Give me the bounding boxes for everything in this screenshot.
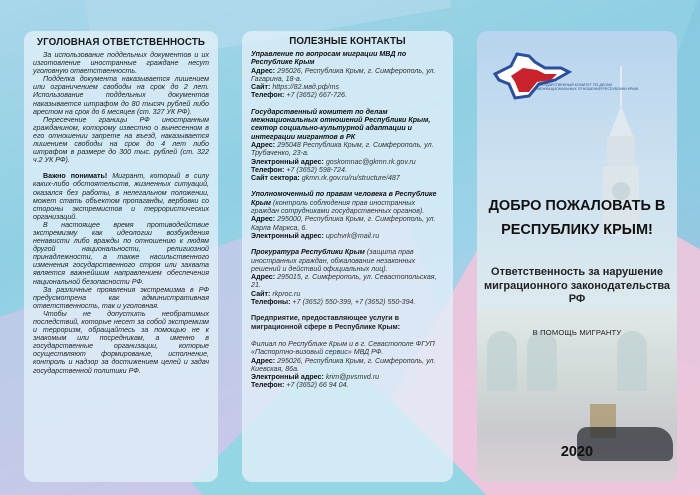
contact-site: Сайт: https://82.мвд.рф/ms bbox=[251, 83, 340, 92]
helper-caption: В ПОМОЩЬ МИГРАНТУ bbox=[532, 328, 622, 337]
contact-phone: Телефон: +7 (3652) 66 94 04. bbox=[251, 381, 349, 390]
paragraph-important bbox=[33, 172, 209, 221]
contact-address: Адрес: 295048 Республика Крым, г. Симферополь, ул. Трубаченко, 23-а. bbox=[251, 140, 434, 158]
contact-heading: Прокуратура Республики Крым (защита прав иностранных граждан, обжалование незаконных решений и действий официальных лиц). bbox=[251, 248, 416, 273]
enterprise-intro: Предприятие, предоставляющее услуги в миграционной сфере в Республике Крым: bbox=[251, 314, 401, 331]
contacts-list bbox=[251, 50, 444, 390]
contact-org: Управление по вопросам миграции МВД по Республике Крым bbox=[251, 50, 407, 67]
contact-block bbox=[251, 50, 444, 100]
building-arch bbox=[527, 331, 557, 391]
welcome-heading: ДОБРО ПОЖАЛОВАТЬ В РЕСПУБЛИКУ КРЫМ! bbox=[488, 198, 666, 238]
contact-heading: Уполномоченный по правам человека в Республике Крым (контроль соблюдения прав иностранных граждан сотрудниками государственных органов). bbox=[251, 190, 437, 216]
email-link[interactable]: goskomnac@gkmn.rk.gov.ru bbox=[325, 157, 416, 166]
enterprise-block bbox=[251, 340, 444, 390]
panel-title: УГОЛОВНАЯ ОТВЕТСТВЕННОСТЬ bbox=[36, 37, 206, 48]
paragraph: Подделка документа наказывается лишением или ограничением свободы на срок до 2 лет. Использование поддельных документов наказывается штрафом до 80 тысяч рублей либо арестом на срок до 6 месяцев (ст. 327 УК РФ). bbox=[33, 75, 209, 116]
enterprise-org: Филиал по Республике Крым и в г. Севастополе ФГУП «Паспортно-визовый сервис» МВД РФ. bbox=[251, 339, 435, 357]
contact-address: Адрес: 295000, Республика Крым, г. Симферополь, ул. Карла Маркса, 6. bbox=[251, 215, 436, 232]
paragraph: Чтобы не допустить необратимых последствий, которые несет за собой экстремизм и терроризм, обращайтесь за помощью не к знакомым или посредникам, а именно в государственные организации, которые осуществляют формирование, исполнение, контроль и надзор за достижением целей и задач государственной политики РФ. bbox=[33, 309, 209, 375]
contact-email: Электронный адрес: krim@pvsmvd.ru bbox=[251, 373, 380, 382]
contact-email: Электронный адрес: goskomnac@gkmn.rk.gov.ru bbox=[251, 157, 416, 166]
brochure-subtitle: Ответственность за нарушение миграционного законодательства РФ bbox=[483, 266, 671, 305]
contact-address: Адрес: 295015, г. Симферополь, ул. Севастопольская, 21. bbox=[251, 273, 437, 290]
useful-contacts-panel bbox=[242, 31, 453, 482]
building-arch bbox=[617, 331, 647, 391]
paragraph: За использование поддельных документов и их изготовление иностранные граждане несут уголовную ответственность. bbox=[33, 51, 209, 76]
contact-sector-site: Сайт сектора: gkmn.rk.gov.ru/ru/structure/487 bbox=[251, 174, 400, 183]
paragraph-text: Мигрант, который в силу каких-либо обстоятельств, жизненных ситуаций, оказался без работы, в нелегальном положении, может стать объектом пропаганды, вербовки со стороны экстремистов и террористических организаций. bbox=[33, 172, 209, 221]
important-label: Важно понимать! bbox=[43, 172, 108, 181]
criminal-liability-text bbox=[33, 51, 209, 375]
site-link[interactable]: gkmn.rk.gov.ru/ru/structure/487 bbox=[301, 174, 400, 183]
contact-org: Государственный комитет по делам межнациональных отношений Республики Крым, сектор социально-культурной адаптации и интеграции мигрантов в РК bbox=[251, 107, 431, 141]
panel-title: ПОЛЕЗНЫЕ КОНТАКТЫ bbox=[289, 36, 406, 47]
cover-panel bbox=[477, 31, 677, 482]
contact-site: Сайт: rkproc.ru bbox=[251, 289, 301, 298]
contact-email: Электронный адрес: upchvrk@mail.ru bbox=[251, 231, 380, 240]
contact-phone: Телефон: +7 (3652) 598-724. bbox=[251, 165, 347, 174]
site-link[interactable]: https://82.мвд.рф/ms bbox=[272, 83, 340, 92]
year-label: 2020 bbox=[560, 444, 594, 460]
building-arch bbox=[487, 331, 517, 391]
contact-block bbox=[251, 190, 444, 240]
logo-caption: ГОСУДАРСТВЕННЫЙ КОМИТЕТ ПО ДЕЛАМ МЕЖНАЦИОНАЛЬНЫХ ОТНОШЕНИЙ РЕСПУБЛИКИ КРЫМ bbox=[537, 83, 639, 92]
paragraph: В настоящее время противодействие экстремизму как идеологии возбуждения ненависти либо вражды по отношению к людям другой национальности, религиозной принадлежности, а также насильственного изменения государственного строя или захвата является важнейшим направлением обеспечения национальной безопасности РФ. bbox=[33, 220, 209, 286]
site-link[interactable]: rkproc.ru bbox=[272, 289, 301, 298]
criminal-liability-panel bbox=[24, 31, 218, 482]
email-link[interactable]: krim@pvsmvd.ru bbox=[325, 373, 380, 382]
contact-phones: Телефоны: +7 (3652) 550-399, +7 (3652) 550-394. bbox=[251, 298, 416, 307]
paragraph: Пересечение границы РФ иностранным гражданином, которому известно о вынесенном в его отношении запрете на въезд, наказывается лишением свободы на срок до 4 лет либо штрафом в размере до 300 тыс. рублей (ст. 322 ч.2 УК РФ). bbox=[33, 115, 209, 165]
paragraph: За различные проявления экстремизма в РФ предусмотрена как административная ответственность, так и уголовная. bbox=[33, 285, 209, 310]
contact-address: Адрес: 295026, Республика Крым, г. Симферополь, ул. Киевская, 86а. bbox=[251, 356, 436, 373]
contact-phone: Телефон: +7 (3652) 667-726. bbox=[251, 91, 347, 100]
crimea-map-logo bbox=[489, 46, 609, 106]
email-link[interactable]: upchvrk@mail.ru bbox=[325, 231, 380, 240]
contact-address: Адрес: 295026, Республика Крым, г. Симферополь, ул. Гагарина, 18-а. bbox=[251, 66, 436, 83]
contact-block bbox=[251, 108, 444, 183]
contact-block bbox=[251, 248, 444, 306]
